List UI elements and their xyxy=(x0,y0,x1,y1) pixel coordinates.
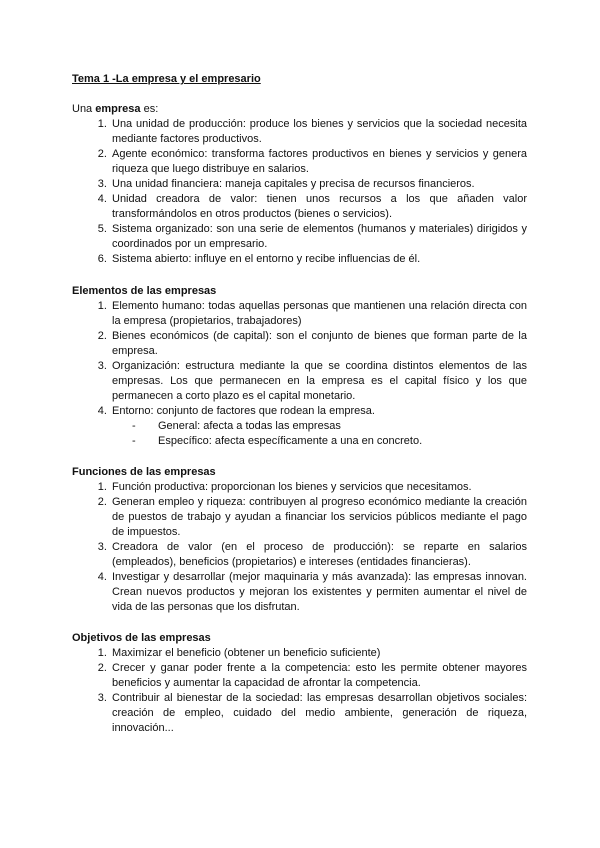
list-item-text: Entorno: conjunto de factores que rodean la empresa. xyxy=(112,405,375,417)
list-item: 2. Agente económico: transforma factores productivos en bienes y servicios y genera riqueza que luego distribuye en salarios. xyxy=(110,147,527,177)
objetivos-list xyxy=(72,646,527,736)
list-item: 3. Contribuir al bienestar de la sociedad: las empresas desarrollan objetivos sociales: creación de empleo, cuidado del medio ambiente, generación de riqueza, innovación... xyxy=(110,691,527,736)
intro-prefix: Una xyxy=(72,103,96,115)
list-item: 2. Crecer y ganar poder frente a la competencia: esto les permite obtener mayores beneficios y aumentar la capacidad de afrontar la competencia. xyxy=(110,661,527,691)
list-item: 1. Maximizar el beneficio (obtener un beneficio suficiente) xyxy=(110,646,527,661)
list-item: 4. Unidad creadora de valor: tienen unos recursos a los que añaden valor transformándolos en otros productos (bienes o servicios). xyxy=(110,192,527,222)
intro-suffix: es: xyxy=(140,103,159,115)
sublist-item: - General: afecta a todas las empresas xyxy=(132,419,527,434)
list-item: 3. Una unidad financiera: maneja capitales y precisa de recursos financieros. xyxy=(110,177,527,192)
definitions-list xyxy=(72,117,527,267)
sublist-item: - Específico: afecta específicamente a una en concreto. xyxy=(132,434,527,449)
list-item: 2. Generan empleo y riqueza: contribuyen al progreso económico mediante la creación de puestos de trabajo y ayudan a financiar los servicios públicos mediante el pago de impuestos. xyxy=(110,495,527,540)
section-heading-elementos: Elementos de las empresas xyxy=(72,285,217,297)
list-item: 1. Elemento humano: todas aquellas personas que mantienen una relación directa con la empresa (propietarios, trabajadores) xyxy=(110,299,527,329)
list-item: 5. Sistema organizado: son una serie de elementos (humanos y materiales) dirigidos y coordinados por un empresario. xyxy=(110,222,527,252)
list-item: 1. Una unidad de producción: produce los bienes y servicios que la sociedad necesita mediante factores productivos. xyxy=(110,117,527,147)
elementos-list xyxy=(72,299,527,449)
list-item: 3. Creadora de valor (en el proceso de producción): se reparte en salarios (empleados), beneficios (propietarios) e intereses (entidades financieras). xyxy=(110,540,527,570)
list-item: 3. Organización: estructura mediante la que se coordina distintos elementos de las empresas. Los que permanecen en la empresa es el capital físico y los que permanecen a corto plazo es el capital monetario. xyxy=(110,359,527,404)
list-item: 6. Sistema abierto: influye en el entorno y recibe influencias de él. xyxy=(110,252,527,267)
list-item: 1. Función productiva: proporcionan los bienes y servicios que necesitamos. xyxy=(110,480,527,495)
list-item: 4. Investigar y desarrollar (mejor maquinaria y más avanzada): las empresas innovan. Crean nuevos productos y mejoran los existentes y permiten aumentar el nivel de vida de las personas que los disfrutan. xyxy=(110,570,527,615)
page-title: Tema 1 -La empresa y el empresario xyxy=(72,73,261,85)
section-heading-objetivos: Objetivos de las empresas xyxy=(72,632,211,644)
entorno-sublist xyxy=(112,419,527,449)
funciones-list xyxy=(72,480,527,615)
section-heading-funciones: Funciones de las empresas xyxy=(72,466,216,478)
intro-bold-term: empresa xyxy=(95,103,141,115)
list-item xyxy=(110,404,527,449)
intro-line xyxy=(72,102,158,117)
list-item: 2. Bienes económicos (de capital): son el conjunto de bienes que forman parte de la empresa. xyxy=(110,329,527,359)
